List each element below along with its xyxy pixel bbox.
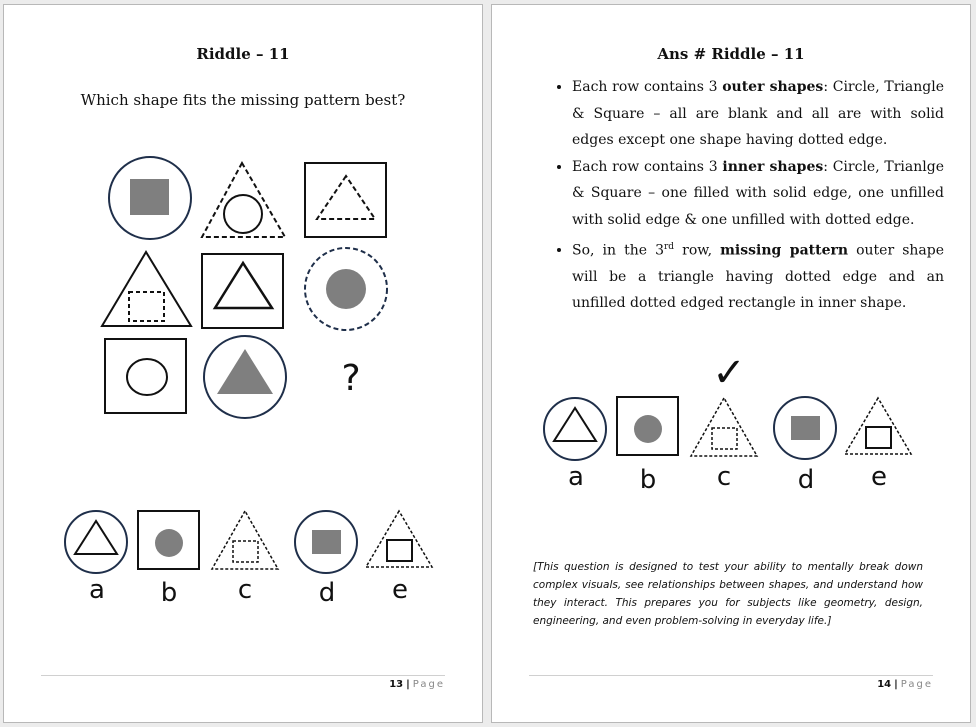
cell-r2c3 (305, 248, 387, 330)
option-d-shape (295, 511, 357, 573)
option-b-label: b (639, 465, 657, 495)
riddle-grid-figure (4, 5, 484, 724)
bullet-item: • So, in the 3rd row, missing pattern outer shape will be a triangle having dotted edge and an unfilled dotted edged rectangle in inner shape. (572, 234, 944, 317)
page-word: Page (412, 679, 445, 690)
page-number: 13 (389, 679, 404, 690)
option-c-label: c (716, 462, 732, 492)
bullet-item: • Each row contains 3 inner shapes: Circle, Trianlge & Square – one filled with solid edge, one unfilled with solid edge & one unfilled with dotted edge. (572, 154, 944, 234)
footer-divider (41, 675, 445, 676)
option-c-shape (212, 511, 278, 569)
footer-divider (529, 675, 933, 676)
page-footer: 13 | Page (389, 679, 445, 690)
cell-r1c2 (202, 163, 285, 237)
option-a-label: a (568, 462, 584, 492)
right-page (491, 4, 971, 723)
page-footer: 14 | Page (877, 679, 933, 690)
cell-r3c2 (204, 336, 286, 418)
option-e-shape (845, 398, 911, 454)
option-c-shape-correct (691, 398, 757, 456)
page-number: 14 (877, 679, 892, 690)
cell-r3c1 (105, 339, 186, 413)
answer-title: Ans # Riddle – 11 (657, 45, 805, 63)
riddle-question: Which shape fits the missing pattern best? (80, 91, 406, 109)
option-a-shape (544, 398, 606, 460)
missing-mark: ? (341, 358, 361, 399)
option-e-label: e (392, 575, 408, 605)
option-e-label: e (871, 462, 887, 492)
option-d-shape (774, 397, 836, 459)
cell-r2c2 (202, 254, 283, 328)
riddle-title: Riddle – 11 (196, 45, 290, 63)
explanation-note: [This question is designed to test your ability to mentally break down complex visuals, see relationships between shapes, and understand how they interact. This prepares you for subjects like geometry, design, engineering, and even problem-solving in everyday life.] (533, 561, 923, 627)
left-page (3, 4, 483, 723)
cell-r2c1 (102, 252, 191, 326)
cell-r1c1 (109, 157, 191, 239)
filled-square (130, 179, 169, 215)
option-d-label: d (318, 578, 336, 608)
option-d-label: d (797, 465, 815, 495)
option-a-label: a (89, 575, 105, 605)
page-word: Page (900, 679, 933, 690)
option-b-shape (617, 397, 678, 455)
option-e-shape (366, 511, 432, 567)
option-c-label: c (237, 575, 253, 605)
option-b-label: b (160, 578, 178, 608)
option-b-shape (138, 511, 199, 569)
option-a-shape (65, 511, 127, 573)
checkmark-icon: ✓ (712, 350, 746, 396)
bullet-item: • Each row contains 3 outer shapes: Circle, Triangle & Square – all are blank and all are with solid edges except one shape having dotted edge. (572, 74, 944, 154)
cell-r1c3 (305, 163, 386, 237)
